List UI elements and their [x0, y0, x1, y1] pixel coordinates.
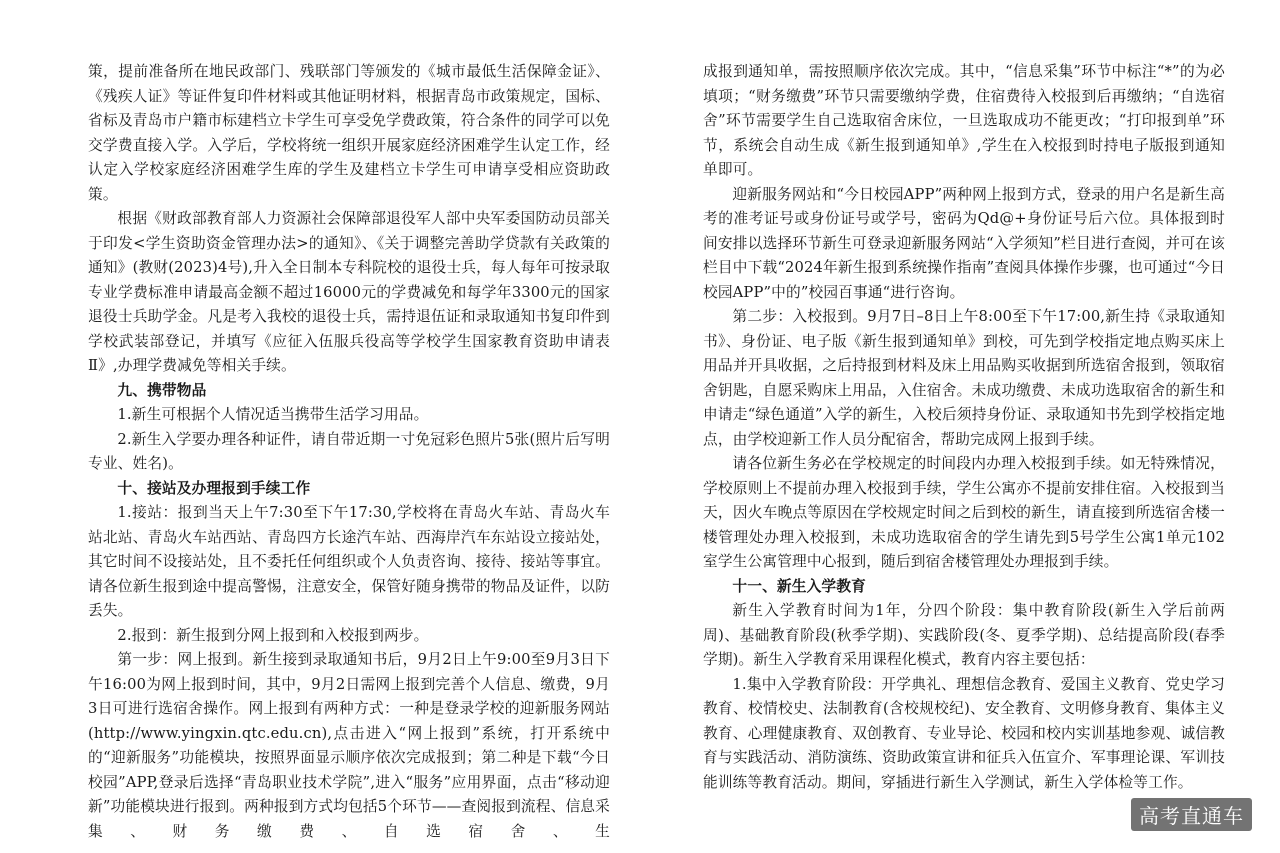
right-paragraph-1: 成报到通知单，需按照顺序依次完成。其中，“信息采集”环节中标注“*”的为必填项；“财务缴费”环节只需要缴纳学费，住宿费待入校报到后再缴纳；“自选宿舍”环节需要学生自己选取宿舍床位，一旦选取成功不能更改；“打印报到单”环节，系统会自动生成《新生报到通知单》,学生在入校报到时持电子版报到通知单即可。	[703, 63, 1225, 178]
left-paragraph-3: 1.新生可根据个人情况适当携带生活学习用品。	[117, 406, 429, 423]
right-paragraph-3: 第二步：入校报到。9月7日–8日上午8:00至下午17:00,新生持《录取通知书》、身份证、电子版《新生报到通知单》到校，可先到学校指定地点购买床上用品并开具收据，之后持报到材料及床上用品购买收据到所选宿舍报到，领取宿舍钥匙，自愿采购床上用品，入住宿舍。未成功缴费、未成功选取宿舍的新生和申请走“绿色通道”入学的新生，入校后须持身份证、录取通知书先到学校指定地点，由学校迎新工作人员分配宿舍，帮助完成网上报到手续。	[703, 308, 1225, 448]
left-paragraph-1: 策，提前准备所在地民政部门、残联部门等颁发的《城市最低生活保障金证》、《残疾人证》等证件复印件材料或其他证明材料，根据青岛市政策规定，国标、省标及青岛市户籍市标建档立卡学生可享受免学费政策，符合条件的同学可以免交学费直接入学。入学后，学校将统一组织开展家庭经济困难学生认定工作，经认定入学校家庭经济困难学生库的学生及建档立卡学生可申请享受相应资助政策。	[88, 63, 610, 203]
left-paragraph-4: 2.新生入学要办理各种证件，请自带近期一寸免冠彩色照片5张(照片后写明专业、姓名)。	[88, 430, 610, 472]
right-paragraph-5: 新生入学教育时间为1年，分四个阶段：集中教育阶段(新生入学后前两周)、基础教育阶段(秋季学期)、实践阶段(冬、夏季学期)、总结提高阶段(春季学期)。新生入学教育采用课程化模式，教育内容主要包括：	[703, 602, 1225, 668]
section-heading-10: 十、接站及办理报到手续工作	[117, 479, 311, 497]
right-paragraph-4: 请各位新生务必在学校规定的时间段内办理入校报到手续。如无特殊情况，学校原则上不提前办理入校报到手续，学生公寓亦不提前安排住宿。入校报到当天，因火车晚点等原因在学校规定时间之后到校的新生，请直接到所选宿舍楼一楼管理处办理入校报到，未成功选取宿舍的学生请先到5号学生公寓1单元102室学生公寓管理中心报到，随后到宿舍楼管理处办理报到手续。	[703, 455, 1225, 570]
section-heading-11: 十一、新生入学教育	[732, 577, 866, 595]
left-paragraph-6: 2.报到：新生报到分网上报到和入校报到两步。	[117, 626, 429, 644]
left-paragraph-2: 根据《财政部教育部人力资源社会保障部退役军人部中央军委国防动员部关于印发<学生资助资金管理办法>的通知》、《关于调整完善助学贷款有关政策的通知》(教财(2023)4号),升入全日制本专科院校的退役士兵，每人每年可按录取专业学费标准申请最高金额不超过16000元的学费减免和每学年3300元的国家退役士兵助学金。凡是考入我校的退役士兵，需持退伍证和录取通知书复印件到学校武装部登记，并填写《应征入伍服兵役高等学校学生国家教育资助申请表Ⅱ》,办理学费减免等相关手续。	[88, 210, 610, 374]
left-paragraph-5: 1.接站：报到当天上午7:30至下午17:30,学校将在青岛火车站、青岛火车站北站、青岛火车站西站、青岛四方长途汽车站、西海岸汽车东站设立接站处，其它时间不设接站处，且不委托任何组织或个人负责咨询、接待、接站等事宜。请各位新生报到途中提高警惕，注意安全，保管好随身携带的物品及证件，以防丢失。	[88, 504, 610, 619]
right-paragraph-2: 迎新服务网站和“今日校园APP”两种网上报到方式，登录的用户名是新生高考的准考证号或身份证号或学号，密码为Qd@+身份证号后六位。具体报到时间安排以选择环节新生可登录迎新服务网站“入学须知”栏目进行查阅，并可在该栏目中下载“2024年新生报到系统操作指南”查阅具体操作步骤，也可通过“今日校园APP”中的”校园百事通“进行咨询。	[703, 185, 1225, 301]
watermark: 高考直通车	[1131, 798, 1252, 831]
left-paragraph-7: 第一步：网上报到。新生接到录取通知书后，9月2日上午9:00至9月3日下午16:00为网上报到时间，其中，9月2日需网上报到完善个人信息、缴费，9月3日可进行选宿舍操作。网上报到有两种方式：一种是登录学校的迎新服务网站(http://www.yingxin.qtc.edu.cn),点击进入“网上报到”系统，打开系统中的“迎新服务”功能模块，按照界面显示顺序依次完成报到；第二种是下载“今日校园”APP,登录后选择“青岛职业技术学院”,进入“服务”应用界面，点击“移动迎新”功能模块进行报到。两种报到方式均包括5个环节——查阅报到流程、信息采集、财务缴费、自选宿舍、生	[88, 651, 610, 840]
right-column	[703, 60, 1225, 795]
right-paragraph-6: 1.集中入学教育阶段：开学典礼、理想信念教育、爱国主义教育、党史学习教育、校情校史、法制教育(含校规校纪)、安全教育、文明修身教育、集体主义教育、心理健康教育、双创教育、专业导论、校园和校内实训基地参观、诚信教育与实践活动、消防演练、资助政策宣讲和征兵入伍宣介、军事理论课、军训技能训练等教育活动。期间，穿插进行新生入学测试，新生入学体检等工作。	[703, 675, 1225, 791]
section-heading-9: 九、携带物品	[117, 381, 207, 399]
left-column	[88, 60, 610, 844]
